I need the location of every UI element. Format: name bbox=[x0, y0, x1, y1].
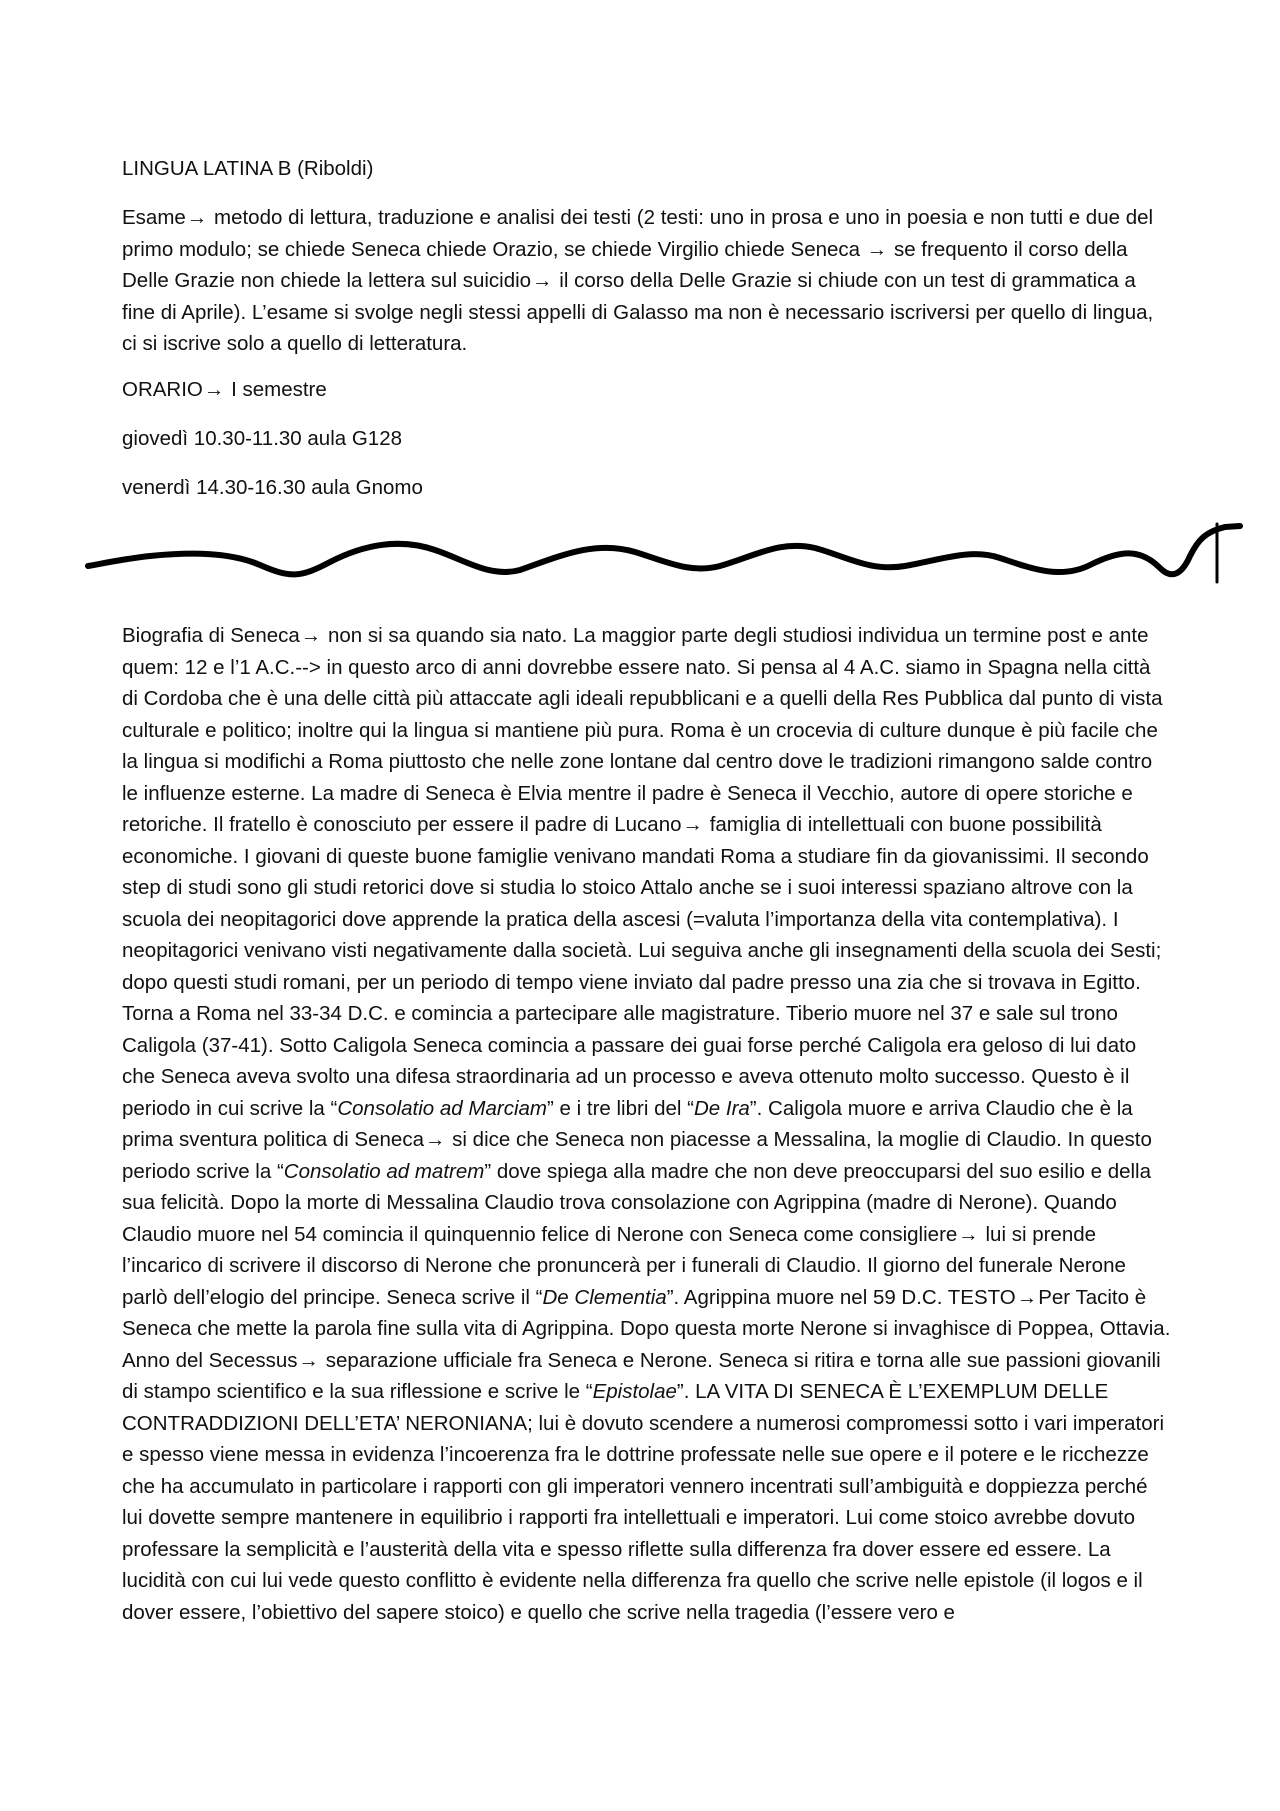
work-title: Consolatio ad matrem bbox=[283, 1159, 485, 1183]
schedule-line-thursday: giovedì 10.30-11.30 aula G128 bbox=[122, 427, 403, 450]
bio-text: Per Tacito è Seneca che mette la parola fine sulla vita di Agrippina. Dopo questa morte Nerone si invaghisce di Poppea, Ottavia. Anno del Secessus bbox=[122, 1285, 1171, 1372]
exam-text: metodo di lettura, traduzione e analisi dei testi (2 testi: uno in prosa e uno in poesia e non tutti e due del primo modulo; se chiede Seneca chiede Orazio, se chiede Virgilio chiede Seneca bbox=[122, 206, 1154, 261]
bio-text: ” dove spiega alla madre che non deve preoccuparsi del suo esilio e della sua felicità. Dopo la morte di Messalina Claudio trova consolazione con Agrippina (madre di Nerone). Quando Claudio muore nel 54 comincia il quinquennio felice di Nerone con Seneca come consigliere bbox=[122, 1159, 1152, 1246]
bio-text: ” e i tre libri del “ bbox=[547, 1096, 694, 1120]
exam-label: Esame bbox=[122, 206, 186, 229]
bio-text: ”. Agrippina muore nel 59 D.C. TESTO bbox=[666, 1285, 1016, 1309]
bio-text: Biografia di Seneca bbox=[122, 624, 300, 647]
arrow-right-icon: → bbox=[682, 813, 704, 836]
exam-text: il corso della Delle Grazie si chiude con un test di grammatica a fine di Aprile). L’esame si svolge negli stessi appelli di Galasso ma non è necessario iscriversi per quello di lingua, ci si iscrive solo a quello di letteratura. bbox=[122, 269, 1154, 355]
schedule-label: ORARIO bbox=[122, 378, 203, 401]
bio-text: ”. Caligola muore e arriva Claudio che è la prima sventura politica di Seneca bbox=[122, 1096, 1133, 1151]
document-title: LINGUA LATINA B (Riboldi) bbox=[122, 157, 374, 180]
schedule-heading bbox=[122, 374, 1172, 406]
bio-text: separazione ufficiale fra Seneca e Nerone. Seneca si ritira e torna alle sue passioni giovanili di stampo scientifico e la sua riflessione e scrive le “ bbox=[122, 1348, 1161, 1403]
bio-text: si dice che Seneca non piacesse a Messalina, la moglie di Claudio. In questo periodo scrive la “ bbox=[122, 1128, 1152, 1183]
work-title: De Clementia bbox=[542, 1285, 667, 1309]
arrow-right-icon: → bbox=[186, 206, 208, 229]
work-title: Epistolae bbox=[592, 1380, 677, 1403]
arrow-right-icon: → bbox=[203, 378, 225, 401]
schedule-line-friday: venerdì 14.30-16.30 aula Gnomo bbox=[122, 476, 423, 499]
work-title: Consolatio ad Marciam bbox=[337, 1096, 547, 1120]
arrow-right-icon: → bbox=[1016, 1285, 1038, 1309]
exam-text: se frequento il corso della Delle Grazie non chiede la lettera sul suicidio bbox=[122, 237, 1128, 292]
arrow-right-icon: → bbox=[532, 269, 553, 292]
arrow-right-icon: → bbox=[300, 624, 322, 647]
arrow-right-icon: → bbox=[298, 1348, 320, 1372]
bio-text: famiglia di intellettuali con buone possibilità economiche. I giovani di queste buone famiglie venivano mandati Roma a studiare fin da giovanissimi. Il secondo step di studi sono gli studi retorici dove si studia lo stoico Attalo anche se i suoi interessi spaziano altrove con la scuola dei neopitagorici dove apprende la pratica della ascesi (=valuta l’importanza della vita contemplativa). I neopitagorici venivano visti negativamente dalla società. Lui seguiva anche gli insegnamenti della scuola dei Sesti; dopo questi studi romani, per un periodo di tempo viene inviato dal padre presso una zia che si trovava in Egitto. Torna a Roma nel 33-34 D.C. e comincia a partecipare alle magistrature. Tiberio muore nel 37 e sale sul trono Caligola (37-41). Sotto Caligola Seneca comincia a passare dei guai forse perché Caligola era geloso di lui dato che Seneca aveva svolto una difesa straordinaria ad un processo e aveva ottenuto molto successo. Questo è il periodo in cui scrive la “ bbox=[122, 813, 1162, 1120]
biography-paragraph bbox=[122, 620, 1172, 1628]
schedule-semester: I semestre bbox=[225, 378, 327, 401]
arrow-right-icon: → bbox=[866, 237, 888, 261]
bio-text: non si sa quando sia nato. La maggior parte degli studiosi individua un termine post e ante quem: 12 e l’1 A.C.--> in questo arco di anni dovrebbe essere nato. Si pensa al 4 A.C. siamo in Spagna nella città di Cordoba che è una delle città più attaccate agli ideali repubblicani e a quelli della Res Pubblica dal punto di vista culturale e politico; inoltre qui la lingua si mantiene più pura. Roma è un crocevia di culture dunque è più facile che la lingua si modifichi a Roma piuttosto che nelle zone lontane dal centro dove le tradizioni rimangono salde contro le influenze esterne. La madre di Seneca è Elvia mentre il padre è Seneca il Vecchio, autore di opere storiche e retoriche. Il fratello è conosciuto per essere il padre di Lucano bbox=[122, 624, 1163, 836]
exam-paragraph bbox=[122, 202, 1172, 360]
arrow-right-icon: → bbox=[958, 1222, 979, 1246]
arrow-right-icon: → bbox=[424, 1128, 446, 1151]
bio-text: lui si prende l’incarico di scrivere il discorso di Nerone che pronuncerà per i funerali di Claudio. Il giorno del funerale Nerone parlò dell’elogio del principe. Seneca scrive il “ bbox=[122, 1222, 1126, 1309]
bio-text: ”. LA VITA DI SENECA È L’EXEMPLUM DELLE CONTRADDIZIONI DELL’ETA’ NERONIANA; lui è dovuto scendere a numerosi compromessi sotto i vari imperatori e spesso viene messa in evidenza l’incoerenza fra le dottrine professate nelle sue opere e il potere e le ricchezze che ha accumulato in particolare i rapporti con gli imperatori vennero incentrati sull’ambiguità e doppiezza perché lui dovette sempre mantenere in equilibrio i rapporti fra intellettuali e imperatori. Lui come stoico avrebbe dovuto professare la semplicità e l’austerità della vita e spesso riflette sulla differenza fra dover essere ed essere. La lucidità con cui lui vede questo conflitto è evidente nella differenza fra quello che scrive nelle epistole (il logos e il dover essere, l’obiettivo del sapere stoico) e quello che scrive nella tragedia (l’essere vero e bbox=[122, 1380, 1165, 1624]
work-title: De Ira bbox=[693, 1096, 750, 1120]
